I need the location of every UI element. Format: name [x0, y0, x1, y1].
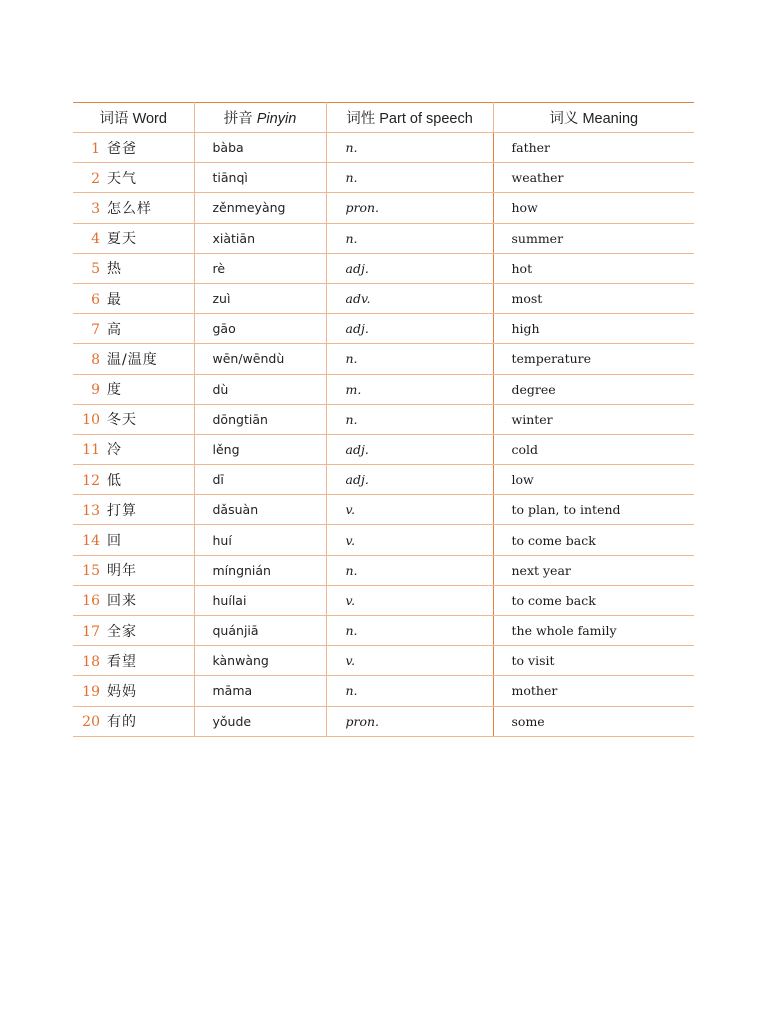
- word-hanzi: 明年: [107, 563, 137, 580]
- word-cell: [73, 495, 194, 525]
- part-of-speech-cell: n.: [326, 676, 493, 706]
- header-meaning: 词义 Meaning: [493, 103, 694, 133]
- word-hanzi: 看望: [107, 653, 137, 670]
- pinyin-cell: huí: [194, 525, 326, 555]
- meaning-cell: how: [493, 193, 694, 223]
- pinyin-cell: gāo: [194, 314, 326, 344]
- table-row: [73, 616, 694, 646]
- word-hanzi: 回: [107, 533, 122, 550]
- header-pinyin-cn: 拼音: [223, 111, 253, 127]
- pinyin-cell: rè: [194, 253, 326, 283]
- word-hanzi: 高: [107, 321, 122, 338]
- word-hanzi: 夏天: [107, 231, 137, 248]
- meaning-cell: to come back: [493, 525, 694, 555]
- meaning-cell: next year: [493, 555, 694, 585]
- table-row: [73, 283, 694, 313]
- part-of-speech-cell: adv.: [326, 283, 493, 313]
- meaning-cell: father: [493, 133, 694, 163]
- table-row: [73, 706, 694, 736]
- table-row: [73, 676, 694, 706]
- header-row: [73, 103, 694, 133]
- table-row: [73, 495, 694, 525]
- row-number: 14: [82, 533, 100, 550]
- meaning-cell: mother: [493, 676, 694, 706]
- word-hanzi: 最: [107, 291, 122, 308]
- word-cell: [73, 646, 194, 676]
- word-cell: [73, 133, 194, 163]
- meaning-cell: degree: [493, 374, 694, 404]
- header-word-en: Word: [132, 111, 167, 127]
- meaning-cell: the whole family: [493, 616, 694, 646]
- word-cell: [73, 163, 194, 193]
- row-number: 7: [91, 321, 100, 338]
- pinyin-cell: dǎsuàn: [194, 495, 326, 525]
- word-cell: [73, 585, 194, 615]
- row-number: 3: [91, 200, 100, 217]
- part-of-speech-cell: adj.: [326, 314, 493, 344]
- pinyin-cell: huílai: [194, 585, 326, 615]
- part-of-speech-cell: v.: [326, 646, 493, 676]
- table-header: [73, 103, 694, 133]
- pinyin-cell: kànwàng: [194, 646, 326, 676]
- part-of-speech-cell: v.: [326, 495, 493, 525]
- row-number: 17: [82, 623, 100, 640]
- header-pinyin-en: Pinyin: [256, 111, 297, 127]
- row-number: 19: [82, 683, 100, 700]
- word-hanzi: 热: [107, 261, 122, 278]
- part-of-speech-cell: v.: [326, 525, 493, 555]
- row-number: 20: [82, 714, 100, 731]
- part-of-speech-cell: pron.: [326, 193, 493, 223]
- word-cell: [73, 525, 194, 555]
- word-cell: [73, 404, 194, 434]
- word-cell: [73, 223, 194, 253]
- word-cell: [73, 193, 194, 223]
- word-hanzi: 冬天: [107, 412, 137, 429]
- pinyin-cell: xiàtiān: [194, 223, 326, 253]
- word-cell: [73, 253, 194, 283]
- meaning-cell: summer: [493, 223, 694, 253]
- meaning-cell: to come back: [493, 585, 694, 615]
- part-of-speech-cell: n.: [326, 344, 493, 374]
- table-row: [73, 344, 694, 374]
- word-cell: [73, 616, 194, 646]
- table-row: [73, 555, 694, 585]
- word-hanzi: 度: [107, 382, 122, 399]
- row-number: 11: [82, 442, 100, 459]
- row-number: 5: [91, 261, 100, 278]
- table-row: [73, 585, 694, 615]
- row-number: 9: [91, 382, 100, 399]
- word-hanzi: 冷: [107, 442, 122, 459]
- vocabulary-table: [73, 102, 694, 737]
- word-cell: [73, 344, 194, 374]
- word-hanzi: 回来: [107, 593, 137, 610]
- table-row: [73, 465, 694, 495]
- pinyin-cell: zěnmeyàng: [194, 193, 326, 223]
- part-of-speech-cell: n.: [326, 133, 493, 163]
- part-of-speech-cell: n.: [326, 616, 493, 646]
- pinyin-cell: quánjiā: [194, 616, 326, 646]
- header-word-cn: 词语: [99, 111, 129, 127]
- row-number: 16: [82, 593, 100, 610]
- word-hanzi: 低: [107, 472, 122, 489]
- word-hanzi: 温/温度: [107, 351, 158, 368]
- row-number: 18: [82, 653, 100, 670]
- row-number: 2: [91, 170, 100, 187]
- row-number: 12: [82, 472, 100, 489]
- table-row: [73, 253, 694, 283]
- pinyin-cell: lěng: [194, 434, 326, 464]
- table-row: [73, 193, 694, 223]
- part-of-speech-cell: adj.: [326, 434, 493, 464]
- meaning-cell: some: [493, 706, 694, 736]
- meaning-cell: temperature: [493, 344, 694, 374]
- row-number: 6: [91, 291, 100, 308]
- meaning-cell: low: [493, 465, 694, 495]
- word-hanzi: 全家: [107, 623, 137, 640]
- row-number: 13: [82, 502, 100, 519]
- table-row: [73, 646, 694, 676]
- word-hanzi: 妈妈: [107, 683, 137, 700]
- meaning-cell: cold: [493, 434, 694, 464]
- meaning-cell: winter: [493, 404, 694, 434]
- word-cell: [73, 706, 194, 736]
- header-word: [73, 103, 194, 133]
- part-of-speech-cell: adj.: [326, 253, 493, 283]
- part-of-speech-cell: v.: [326, 585, 493, 615]
- table-row: [73, 525, 694, 555]
- row-number: 4: [91, 231, 100, 248]
- part-of-speech-cell: n.: [326, 163, 493, 193]
- row-number: 1: [91, 140, 100, 157]
- table-row: [73, 133, 694, 163]
- part-of-speech-cell: adj.: [326, 465, 493, 495]
- table-row: [73, 223, 694, 253]
- table-row: [73, 374, 694, 404]
- pinyin-cell: māma: [194, 676, 326, 706]
- part-of-speech-cell: m.: [326, 374, 493, 404]
- pinyin-cell: yǒude: [194, 706, 326, 736]
- meaning-cell: weather: [493, 163, 694, 193]
- word-cell: [73, 283, 194, 313]
- word-hanzi: 有的: [107, 714, 137, 731]
- header-part-of-speech: 词性 Part of speech: [326, 103, 493, 133]
- pinyin-cell: wēn/wēndù: [194, 344, 326, 374]
- meaning-cell: hot: [493, 253, 694, 283]
- table-row: [73, 434, 694, 464]
- word-hanzi: 爸爸: [107, 140, 137, 157]
- pinyin-cell: dù: [194, 374, 326, 404]
- word-hanzi: 天气: [107, 170, 137, 187]
- row-number: 10: [82, 412, 100, 429]
- word-cell: [73, 465, 194, 495]
- word-cell: [73, 676, 194, 706]
- word-cell: [73, 434, 194, 464]
- pinyin-cell: zuì: [194, 283, 326, 313]
- meaning-cell: most: [493, 283, 694, 313]
- part-of-speech-cell: n.: [326, 555, 493, 585]
- pinyin-cell: míngnián: [194, 555, 326, 585]
- word-cell: [73, 314, 194, 344]
- part-of-speech-cell: n.: [326, 404, 493, 434]
- table-row: [73, 163, 694, 193]
- meaning-cell: to visit: [493, 646, 694, 676]
- header-pinyin: [194, 103, 326, 133]
- word-cell: [73, 555, 194, 585]
- meaning-cell: to plan, to intend: [493, 495, 694, 525]
- word-hanzi: 怎么样: [107, 200, 152, 217]
- row-number: 8: [91, 351, 100, 368]
- word-cell: [73, 374, 194, 404]
- pinyin-cell: tiānqì: [194, 163, 326, 193]
- pinyin-cell: bàba: [194, 133, 326, 163]
- meaning-cell: high: [493, 314, 694, 344]
- pinyin-cell: dōngtiān: [194, 404, 326, 434]
- word-hanzi: 打算: [107, 502, 137, 519]
- table-body: [73, 133, 694, 737]
- pinyin-cell: dī: [194, 465, 326, 495]
- row-number: 15: [82, 563, 100, 580]
- table-row: [73, 404, 694, 434]
- part-of-speech-cell: n.: [326, 223, 493, 253]
- table-row: [73, 314, 694, 344]
- part-of-speech-cell: pron.: [326, 706, 493, 736]
